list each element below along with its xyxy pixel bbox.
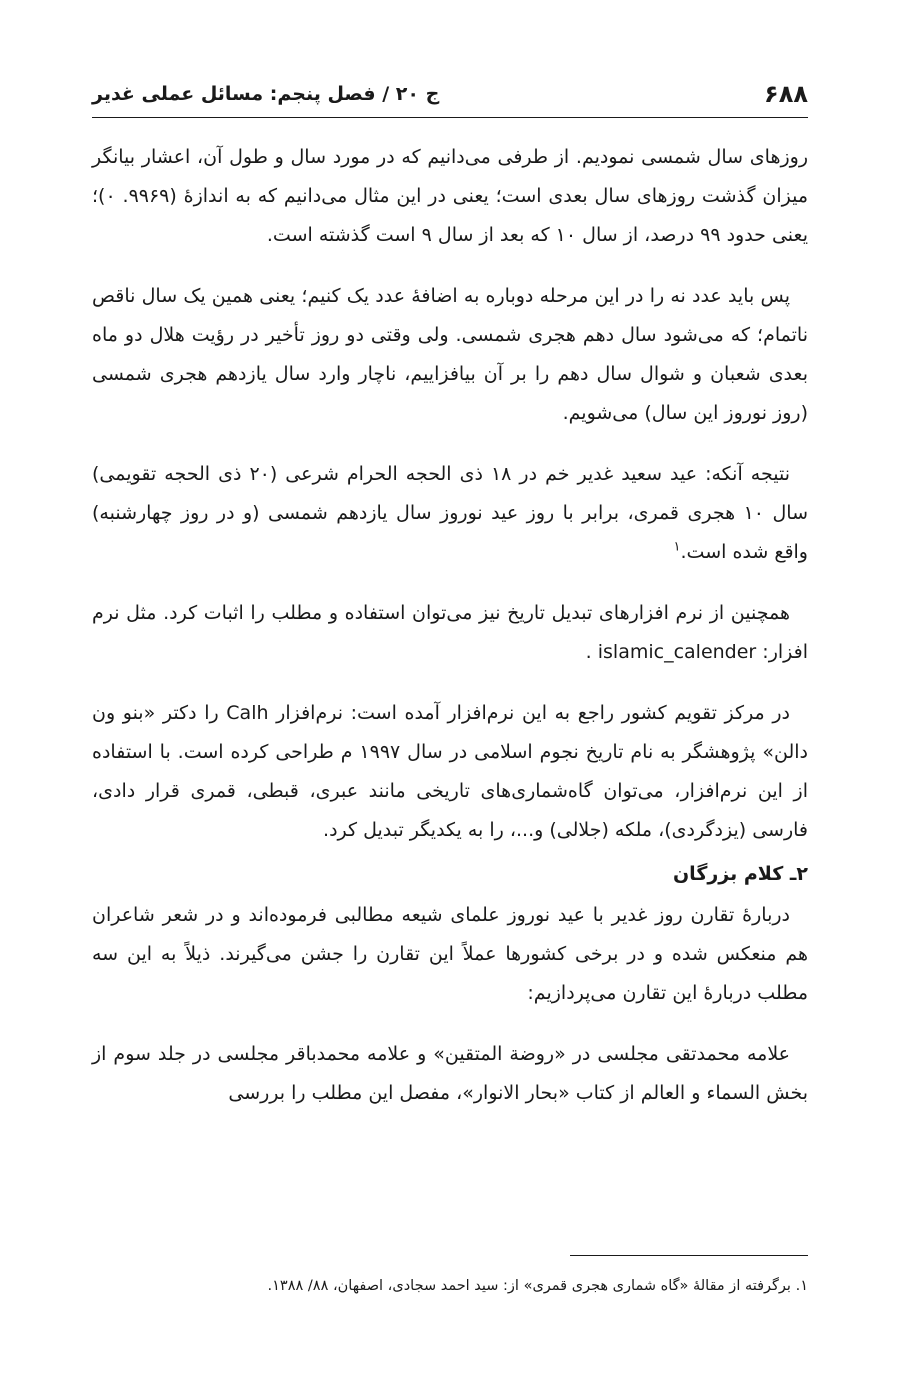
- footnote: ۱. برگرفته از مقالهٔ «گاه شماری هجری قمری» از: سید احمد سجادی، اصفهان، ۸۸/ ۱۳۸۸.: [267, 1278, 808, 1294]
- page-number: ۶۸۸: [764, 80, 808, 108]
- footnote-rule: [570, 1255, 808, 1256]
- footnote-reference: ۱: [673, 539, 681, 555]
- paragraph-3: [92, 455, 808, 572]
- section-paragraph-1: دربارهٔ تقارن روز غدیر با عید نوروز علمای شیعه مطالبی فرموده‌اند و در شعر شاعران هم منعکس شده و در برخی کشورها عملاً این تقارن را جشن می‌گیرند. ذیلاً به این سه مطلب دربارهٔ این تقارن می‌پردازیم:: [92, 904, 808, 1004]
- section-heading: ۲ـ کلام بزرگان: [672, 863, 808, 885]
- paragraph-1: روزهای سال شمسی نمودیم. از طرفی می‌دانیم که در مورد سال و طول آن، اعشار بیانگر میزان گذشت روزهای سال بعدی است؛ یعنی در این مثال می‌دانیم که به اندازهٔ (۹۹۶۹. ۰)؛ یعنی حدود ۹۹ درصد، از سال ۱۰ که بعد از سال ۹ است گذشته است.: [92, 146, 808, 246]
- body-text: [92, 138, 808, 1135]
- header-rule: [92, 117, 808, 118]
- section-paragraph-2: علامه محمدتقی مجلسی در «روضة المتقین» و علامه محمدباقر مجلسی در جلد سوم از بخش السماء و العالم از کتاب «بحار الانوار»، مفصل این مطلب را بررسی: [92, 1043, 808, 1104]
- running-head: [92, 74, 808, 114]
- paragraph-3-text: نتیجه آنکه: عید سعید غدیر خم در ۱۸ ذی الحجه الحرام شرعی (۲۰ ذی الحجه تقویمی) سال ۱۰ هجری قمری، برابر با روز عید نوروز سال یازدهم شمسی (و در روز چهارشنبه) واقع شده است.: [92, 463, 808, 563]
- paragraph-5: در مرکز تقویم کشور راجع به این نرم‌افزار آمده است: نرم‌افزار Calh را دکتر «بنو ون دالن» پژوهشگر به نام تاریخ نجوم اسلامی در سال ۱۹۹۷ م طراحی کرده است. با استفاده از این نرم‌افزار، می‌توان گاه‌شماری‌های تاریخی مانند عبری، قبطی، قمری قرار دادی، فارسی (یزدگردی)، ملکه (جلالی) و...، را به یکدیگر تبدیل کرد.: [92, 702, 808, 841]
- paragraph-4: همچنین از نرم افزارهای تبدیل تاریخ نیز می‌توان استفاده و مطلب را اثبات کرد. مثل نرم افزار: islamic_calender .: [92, 602, 808, 663]
- paragraph-2: پس باید عدد نه را در این مرحله دوباره به اضافهٔ عدد یک کنیم؛ یعنی همین یک سال ناقص ناتمام؛ که می‌شود سال دهم هجری شمسی. ولی وقتی دو روز تأخیر در رؤیت هلال دو ماه بعدی شعبان و شوال سال دهم را بر آن بیافزاییم، ناچار وارد سال یازدهم هجری شمسی (روز نوروز این سال) می‌شویم.: [92, 285, 808, 424]
- book-page: [92, 0, 808, 1390]
- running-title: ج ۲۰ / فصل پنجم: مسائل عملی غدیر: [92, 83, 440, 105]
